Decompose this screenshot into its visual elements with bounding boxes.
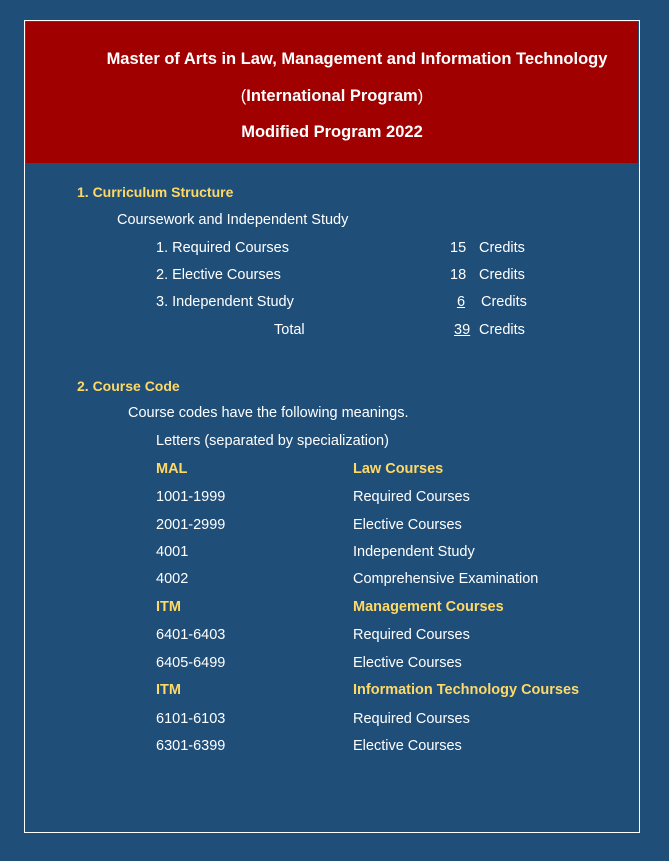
code-meaning: Required Courses bbox=[353, 627, 470, 643]
code-range: 4001 bbox=[156, 544, 189, 560]
credit-row-label: 3. Independent Study bbox=[156, 294, 294, 310]
code-meaning: Required Courses bbox=[353, 711, 470, 727]
code-group-meaning: Law Courses bbox=[353, 461, 444, 477]
code-range: 6101-6103 bbox=[156, 711, 226, 727]
code-range: 6301-6399 bbox=[156, 738, 226, 754]
credit-row-unit: Credits bbox=[479, 240, 525, 256]
course-code-heading: 2. Course Code bbox=[77, 378, 180, 394]
credit-row-unit: Credits bbox=[479, 267, 525, 283]
code-range: 1001-1999 bbox=[156, 489, 226, 505]
program-title: Master of Arts in Law, Management and Information Technology bbox=[106, 50, 608, 68]
credit-row-label: 1. Required Courses bbox=[156, 240, 289, 256]
code-range: 2001-2999 bbox=[156, 517, 226, 533]
program-subtitle: (International Program) bbox=[240, 87, 424, 105]
code-group-meaning: Management Courses bbox=[353, 599, 504, 615]
title-banner bbox=[26, 22, 638, 163]
course-code-intro: Course codes have the following meanings. bbox=[128, 405, 409, 421]
credit-row-value: 6 bbox=[456, 294, 466, 310]
credit-row-value: 15 bbox=[450, 240, 467, 256]
total-unit: Credits bbox=[479, 322, 525, 338]
credit-row-label: 2. Elective Courses bbox=[156, 267, 281, 283]
code-meaning: Comprehensive Examination bbox=[353, 571, 539, 587]
credit-row-value: 18 bbox=[450, 267, 467, 283]
program-version: Modified Program 2022 bbox=[241, 123, 423, 141]
code-meaning: Elective Courses bbox=[353, 517, 462, 533]
code-range: 6401-6403 bbox=[156, 627, 226, 643]
code-meaning: Elective Courses bbox=[353, 655, 462, 671]
code-group-label: MAL bbox=[156, 461, 188, 477]
curriculum-intro: Coursework and Independent Study bbox=[117, 212, 349, 228]
code-meaning: Independent Study bbox=[353, 544, 475, 560]
code-range: 4002 bbox=[156, 571, 189, 587]
code-group-label: ITM bbox=[156, 599, 181, 615]
code-group-label: ITM bbox=[156, 682, 181, 698]
code-range: 6405-6499 bbox=[156, 655, 226, 671]
letters-note: Letters (separated by specialization) bbox=[156, 433, 389, 449]
code-group-meaning: Information Technology Courses bbox=[353, 682, 580, 698]
curriculum-structure-heading: 1. Curriculum Structure bbox=[77, 184, 234, 200]
code-meaning: Elective Courses bbox=[353, 738, 462, 754]
credit-row-unit: Credits bbox=[481, 294, 527, 310]
total-label: Total bbox=[274, 322, 305, 338]
total-value: 39 bbox=[454, 322, 471, 338]
code-meaning: Required Courses bbox=[353, 489, 470, 505]
